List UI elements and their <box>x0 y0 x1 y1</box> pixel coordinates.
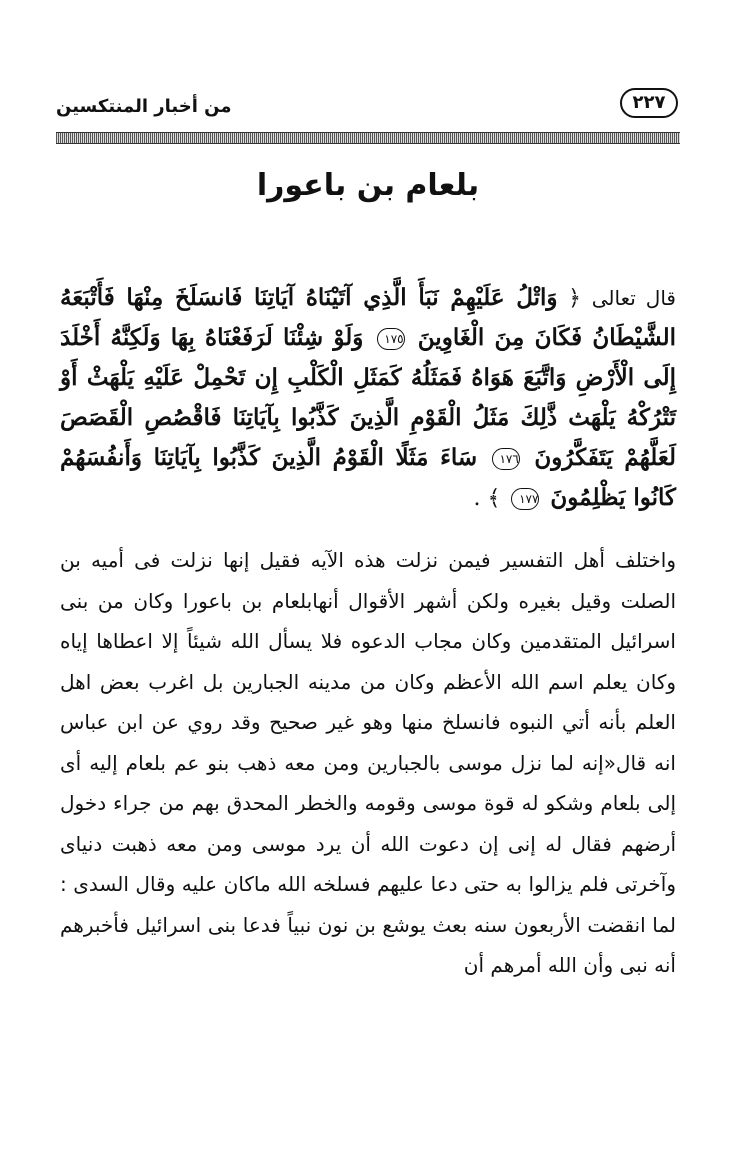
body-paragraph: واختلف أهل التفسير فيمن نزلت هذه الآيه فقيل إنها نزلت فى أميه بن الصلت وقيل بغيره ولكن أشهر الأقوال أنهابلعام بن باعورا وكان من بنى اسرائيل المتقدمين وكان مجاب الدعوه فلا يسأل الله شيئاً إلا اعطاها إياه وكان يعلم اسم الله الأعظم وكان من مدينه الجبارين بل اغرب بعض اهل العلم بأنه أتي النبوه فانسلخ منها وهو غير صحيح وقد روي عن ابن عباس انه قال«إنه لما نزل موسى بالجبارين ومن معه ذهب بنو عم بلعام إليه أى إلى بلعام وشكو له قوة موسى وقومه والخطر المحدق بهم من جراء دخول أرضهم فقال له إنى إن دعوت الله أن يرد موسى ومن معه ذهبت دنياى وآخرتى فلم يزالوا به حتى دعا عليهم فسلخه الله ماكان عليه وقال السدى : لما انقضت الأربعون سنه بعث يوشع بن نون نبياً فدعا بنى اسرائيل فأخبرهم أنه نبى وأن الله أمرهم أن <box>60 548 676 977</box>
chapter-title: بلعام بن باعورا <box>256 168 480 203</box>
verse-text-part3: سَاءَ مَثَلًا الْقَوْمُ الَّذِينَ كَذَّبُوا بِآيَاتِنَا وَأَنفُسَهُمْ كَانُوا يَظْلِمُونَ <box>60 444 676 511</box>
ayah-number-marker: ١٧٦ <box>492 448 520 470</box>
verse-intro: قال تعالى <box>591 286 676 310</box>
ayah-number-marker: ١٧٥ <box>377 328 405 350</box>
page-number-badge: ٢٢٧ <box>620 88 678 118</box>
verse-text-part1: وَاتْلُ عَلَيْهِمْ نَبَأَ الَّذِي آتَيْنَاهُ آيَاتِنَا فَانسَلَخَ مِنْهَا فَأَتْبَعَهُ الشَّيْطَانُ فَكَانَ مِنَ الْغَاوِينَ <box>60 284 676 351</box>
ayah-number-marker: ١٧٧ <box>511 488 539 510</box>
quran-verse-block <box>60 278 676 518</box>
page-header <box>56 88 678 128</box>
running-title: من أخبار المنتكسين <box>56 96 232 117</box>
verse-open-bracket: ﴿ <box>568 286 582 311</box>
verse-close-bracket: ﴾ . <box>473 486 501 511</box>
header-divider <box>56 132 680 144</box>
verse-text-part2: وَلَوْ شِئْنَا لَرَفَعْنَاهُ بِهَا وَلَكِنَّهُ أَخْلَدَ إِلَى الْأَرْضِ وَاتَّبَعَ هَوَاهُ فَمَثَلُهُ كَمَثَلِ الْكَلْبِ إِن تَحْمِلْ عَلَيْهِ يَلْهَثْ أَوْ تَتْرُكْهُ يَلْهَث ذَّلِكَ مَثَلُ الْقَوْمِ الَّذِينَ كَذَّبُوا بِآيَاتِنَا فَاقْصُصِ الْقَصَصَ لَعَلَّهُمْ يَتَفَكَّرُونَ <box>60 324 677 471</box>
